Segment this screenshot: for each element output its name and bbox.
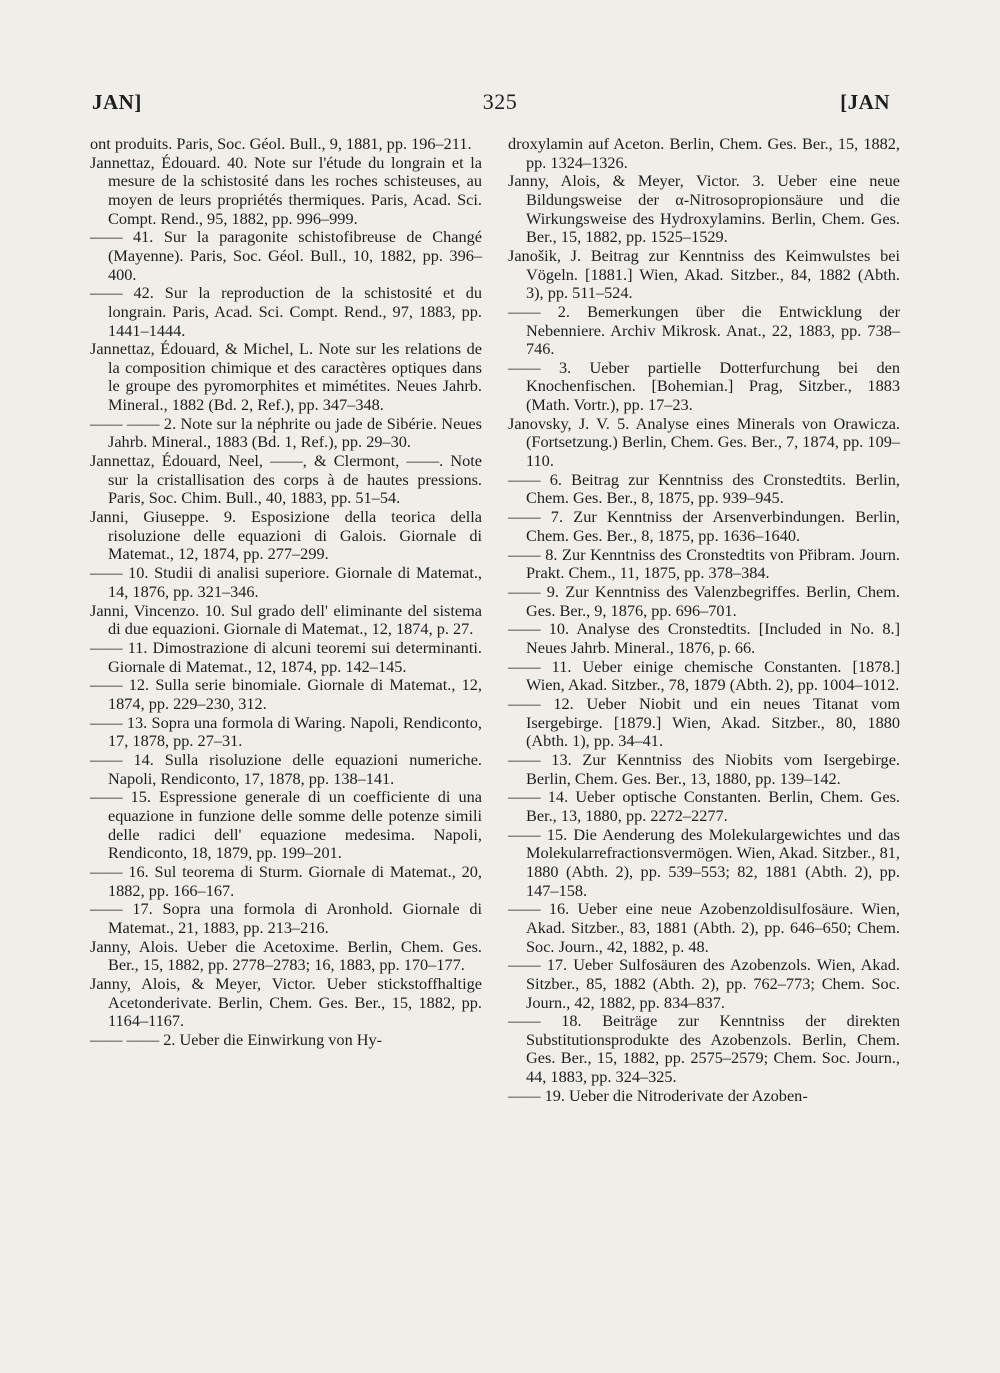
entry: —— 18. Beiträge zur Kenntniss der direkten Substitutionsprodukte des Azobenzols. Berlin, Chem. Ges. Ber., 15, 1882, pp. 2575–2579; Chem. Soc. Journ., 44, 1883, pp. 324–325. (508, 1011, 900, 1087)
entry: Janošik, J. Beitrag zur Kenntniss des Keimwulstes bei Vögeln. [1881.] Wien, Akad. Sitzber., 84, 1882 (Abth. 3), pp. 511–524. (508, 245, 900, 303)
entry: —— 17. Sopra una formola di Aronhold. Giornale di Matemat., 21, 1883, pp. 213–216. (90, 899, 482, 937)
entry: droxylamin auf Aceton. Berlin, Chem. Ges. Ber., 15, 1882, pp. 1324–1326. (508, 134, 900, 172)
entry: —— —— 2. Ueber die Einwirkung von Hy- (90, 1030, 383, 1050)
entry: —— 10. Analyse des Cronstedtits. [Included in No. 8.] Neues Jahrb. Mineral., 1876, p. 66. (508, 619, 900, 657)
entry: Janni, Vincenzo. 10. Sul grado dell' eliminante del sistema di due equazioni. Giornale di Matemat., 12, 1874, p. 27. (90, 600, 482, 639)
entry: Jannettaz, Édouard, Neel, ——, & Clermont, ——. Note sur la cristallisation des corps à de hautes pressions. Paris, Soc. Chim. Bull., 40, 1883, pp. 51–54. (90, 451, 482, 508)
entry: —— 15. Die Aenderung des Molekulargewichtes und das Molekularrefractionsvermögen. Wien, Akad. Sitzber., 81, 1880 (Abth. 2), pp. 539–553; 82, 1881 (Abth. 2), pp. 147–158. (508, 824, 900, 900)
entry: —— 12. Sulla serie binomiale. Giornale di Matemat., 12, 1874, pp. 229–230, 312. (90, 675, 482, 713)
running-head-left: JAN] (92, 90, 142, 114)
entry: —— 3. Ueber partielle Dotterfurchung bei den Knochenfischen. [Bohemian.] Prag, Sitzber., 1883 (Math. Vortr.), pp. 17–23. (508, 357, 900, 415)
entry: Jannettaz, Édouard, & Michel, L. Note sur les relations de la composition chimique et des caractères optiques dans le groupe des pyromorphites et mimétites. Neues Jahrb. Mineral., 1882 (Bd. 2, Ref.), pp. 347–348. (90, 339, 482, 415)
entry: Janni, Giuseppe. 9. Esposizione della teorica della risoluzione delle equazioni di Galois. Giornale di Matemat., 12, 1874, pp. 277–299. (90, 507, 482, 564)
left-column (90, 135, 482, 1050)
entry: —— 16. Ueber eine neue Azobenzoldisulfosäure. Wien, Akad. Sitzber., 83, 1881 (Abth. 2), pp. 646–650; Chem. Soc. Journ., 42, 1882, p. 48. (508, 899, 900, 956)
running-head-right: [JAN (840, 90, 890, 114)
entry: Janny, Alois, & Meyer, Victor. Ueber stickstoffhaltige Acetonderivate. Berlin, Chem. Ges. Ber., 15, 1882, pp. 1164–1167. (90, 974, 482, 1031)
entry: ont produits. Paris, Soc. Géol. Bull., 9, 1881, pp. 196–211. (90, 134, 472, 153)
entry: —— 14. Ueber optische Constanten. Berlin, Chem. Ges. Ber., 13, 1880, pp. 2272–2277. (508, 787, 900, 825)
entry: Janovsky, J. V. 5. Analyse eines Minerals von Orawicza. (Fortsetzung.) Berlin, Chem. Ges. Ber., 7, 1874, pp. 109–110. (508, 413, 900, 471)
entry: Jannettaz, Édouard. 40. Note sur l'étude du longrain et la mesure de la schistosité dans les roches schisteuses, au moyen de leurs propriétés thermiques. Paris, Acad. Sci. Compt. Rend., 95, 1882, pp. 996–999. (90, 152, 482, 228)
entry: —— 15. Espressione generale di un coefficiente di una equazione in funzione delle somme delle potenze simili delle radici dell' equazione medesima. Napoli, Rendiconto, 18, 1879, pp. 199–201. (90, 787, 482, 863)
entry: —— —— 2. Note sur la néphrite ou jade de Sibérie. Neues Jahrb. Mineral., 1883 (Bd. 1, Ref.), pp. 29–30. (90, 413, 482, 452)
entry: —— 41. Sur la paragonite schistofibreuse de Changé (Mayenne). Paris, Soc. Géol. Bull., 10, 1882, pp. 396–400. (90, 227, 482, 284)
entry: —— 13. Zur Kenntniss des Niobits vom Isergebirge. Berlin, Chem. Ges. Ber., 13, 1880, pp. 139–142. (508, 750, 900, 788)
entry: —— 9. Zur Kenntniss des Valenzbegriffes. Berlin, Chem. Ges. Ber., 9, 1876, pp. 696–701. (508, 581, 900, 620)
entry: —— 7. Zur Kenntniss der Arsenverbindungen. Berlin, Chem. Ges. Ber., 8, 1875, pp. 1636–1640. (508, 507, 900, 545)
entry: —— 17. Ueber Sulfosäuren des Azobenzols. Wien, Akad. Sitzber., 85, 1882 (Abth. 2), pp. 762–773; Chem. Soc. Journ., 42, 1882, pp. 834–837. (508, 955, 900, 1012)
right-column (508, 135, 900, 1106)
entry: —— 8. Zur Kenntniss des Cronstedtits von Přibram. Journ. Prakt. Chem., 11, 1875, pp. 378–384. (508, 544, 900, 583)
entry: —— 13. Sopra una formola di Waring. Napoli, Rendiconto, 17, 1878, pp. 27–31. (90, 712, 482, 751)
entry: —— 16. Sul teorema di Sturm. Giornale di Matemat., 20, 1882, pp. 166–167. (90, 861, 482, 900)
entry: Janny, Alois. Ueber die Acetoxime. Berlin, Chem. Ges. Ber., 15, 1882, pp. 2778–2783; 16, 1883, pp. 170–177. (90, 936, 482, 975)
page-number: 325 (482, 89, 518, 114)
entry: —— 11. Dimostrazione di alcuni teoremi sui determinanti. Giornale di Matemat., 12, 1874, pp. 142–145. (90, 637, 482, 676)
entry: —— 10. Studii di analisi superiore. Giornale di Matemat., 14, 1876, pp. 321–346. (90, 563, 482, 601)
entry: —— 14. Sulla risoluzione delle equazioni numeriche. Napoli, Rendiconto, 17, 1878, pp. 138–141. (90, 750, 482, 788)
entry: —— 19. Ueber die Nitroderivate der Azoben- (508, 1085, 808, 1105)
entry: Janny, Alois, & Meyer, Victor. 3. Ueber eine neue Bildungsweise der α-Nitrosopropionsäure und die Wirkungsweise des Hydroxylamins. Berlin, Chem. Ges. Ber., 15, 1882, pp. 1525–1529. (508, 171, 900, 247)
entry: —— 42. Sur la reproduction de la schistosité et du longrain. Paris, Acad. Sci. Compt. Rend., 97, 1883, pp. 1441–1444. (90, 283, 482, 340)
entry: —— 6. Beitrag zur Kenntniss des Cronstedtits. Berlin, Chem. Ges. Ber., 8, 1875, pp. 939–945. (508, 469, 900, 508)
entry: —— 2. Bemerkungen über die Entwicklung der Nebenniere. Archiv Mikrosk. Anat., 22, 1883, pp. 738–746. (508, 301, 900, 359)
entry: —— 12. Ueber Niobit und ein neues Titanat vom Isergebirge. [1879.] Wien, Akad. Sitzber., 80, 1880 (Abth. 1), pp. 34–41. (508, 694, 900, 751)
entry: —— 11. Ueber einige chemische Constanten. [1878.] Wien, Akad. Sitzber., 78, 1879 (Abth. 2), pp. 1004–1012. (508, 656, 900, 695)
